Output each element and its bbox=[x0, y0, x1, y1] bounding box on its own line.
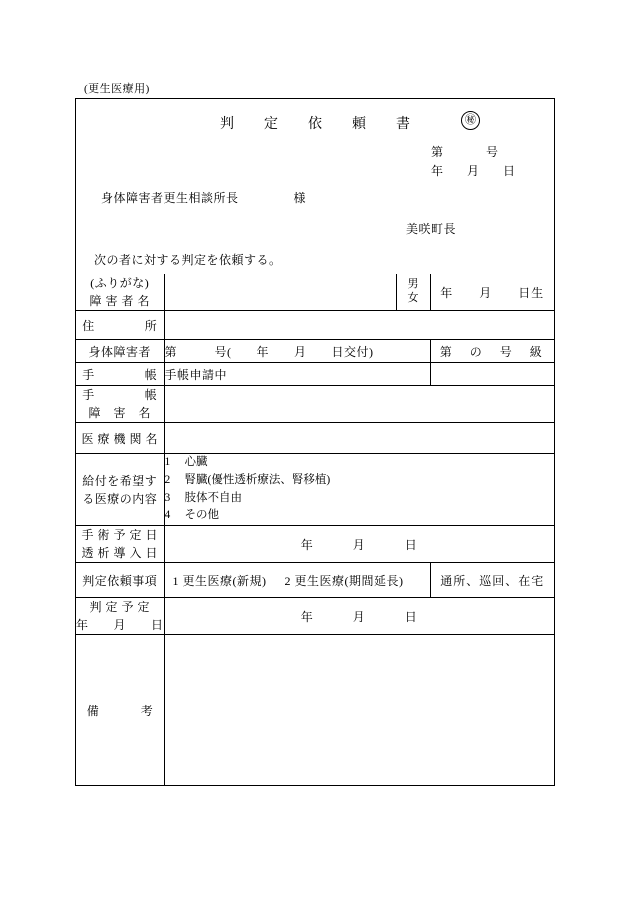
table-row-request-items bbox=[76, 563, 554, 598]
addressee-line bbox=[101, 189, 306, 206]
handbook-label: 身体障害者 bbox=[76, 340, 164, 363]
disability-name-label-line1: 手 帳 bbox=[82, 388, 158, 402]
handbook-grade-cell-2[interactable] bbox=[430, 363, 554, 386]
intro-text: 次の者に対する判定を依頼する。 bbox=[94, 253, 282, 267]
judgement-date-label-cell bbox=[76, 598, 164, 635]
address-value-cell[interactable] bbox=[164, 311, 554, 340]
gender-female: 女 bbox=[407, 292, 419, 304]
birthdate-cell[interactable]: 年 月 日生 bbox=[430, 274, 554, 311]
document-date-line: 年 月 日 bbox=[431, 164, 516, 178]
treatment-option-num: 1 bbox=[164, 456, 171, 468]
treatment-options-cell[interactable] bbox=[164, 454, 554, 526]
treatment-option[interactable] bbox=[165, 472, 555, 490]
addressee-name: 身体障害者更生相談所長 bbox=[101, 191, 239, 205]
table-row-institution bbox=[76, 423, 554, 454]
request-option2-num: 2 bbox=[284, 573, 291, 588]
page-title: 判 定 依 頼 書 bbox=[220, 117, 418, 132]
top-note: (更生医療用) bbox=[84, 83, 150, 95]
disability-name-value-cell[interactable] bbox=[164, 386, 554, 423]
treatment-label-line2: る医療の内容 bbox=[82, 491, 158, 506]
judgement-date-value-cell[interactable]: 年 月 日 bbox=[164, 598, 554, 635]
surgery-date-value-cell[interactable]: 年 月 日 bbox=[164, 526, 554, 563]
form-container bbox=[75, 98, 555, 786]
number-label-gou: 号 bbox=[486, 145, 500, 159]
name-label: 障 害 者 名 bbox=[89, 294, 150, 308]
remarks-label: 備 考 bbox=[76, 635, 164, 786]
treatment-option-num: 3 bbox=[164, 491, 171, 504]
request-items-right-cell[interactable]: 通所、巡回、在宅 bbox=[430, 563, 554, 598]
gender-male: 男 bbox=[407, 278, 419, 291]
secret-stamp-icon: ㊙ bbox=[461, 111, 480, 130]
judgement-date-label-line2: 年 月 日 bbox=[76, 618, 164, 633]
request-option1-num: 1 bbox=[172, 573, 179, 588]
surgery-date-label-line2: 透 析 導 入 日 bbox=[81, 546, 158, 561]
treatment-option[interactable] bbox=[165, 507, 555, 525]
table-row-handbook-applying bbox=[76, 363, 554, 386]
handbook-grade-cell: 第 の 号 級 bbox=[430, 340, 554, 363]
treatment-option-num: 4 bbox=[164, 509, 171, 522]
surgery-date-label-line1: 手 術 予 定 日 bbox=[81, 528, 158, 543]
treatment-option-text: 心臓 bbox=[184, 456, 208, 468]
number-label-dai: 第 bbox=[431, 145, 445, 159]
handbook-label-2: 手 帳 bbox=[76, 363, 164, 386]
treatment-option-text: 肢体不自由 bbox=[184, 491, 242, 504]
remarks-value-cell[interactable] bbox=[164, 635, 554, 786]
form-header bbox=[76, 99, 554, 274]
treatment-option[interactable] bbox=[165, 454, 555, 472]
treatment-option-num: 2 bbox=[164, 473, 171, 486]
treatment-label-line1: 給付を希望す bbox=[82, 473, 158, 488]
institution-value-cell[interactable] bbox=[164, 423, 554, 454]
disability-name-label-cell bbox=[76, 386, 164, 423]
furigana-label: (ふりがな) bbox=[90, 276, 150, 290]
table-row-remarks bbox=[76, 635, 554, 786]
handbook-number-cell[interactable]: 第 号( 年 月 日交付) bbox=[164, 340, 430, 363]
request-option1-text: 更生医療(新規) bbox=[182, 573, 267, 588]
document-number-line bbox=[431, 143, 499, 160]
treatment-option-text: その他 bbox=[184, 509, 219, 522]
name-value-cell[interactable] bbox=[164, 274, 396, 311]
address-label: 住 所 bbox=[76, 311, 164, 340]
table-row-surgery-date bbox=[76, 526, 554, 563]
gender-cell[interactable] bbox=[396, 274, 430, 311]
request-items-label: 判定依頼事項 bbox=[76, 563, 164, 598]
handbook-status-cell[interactable]: 手帳申請中 bbox=[164, 363, 430, 386]
table-row-judgement-date bbox=[76, 598, 554, 635]
treatment-option-text: 腎臓(優性透析療法、腎移植) bbox=[184, 473, 331, 486]
issuer-name: 美咲町長 bbox=[406, 222, 457, 236]
table-row-handbook bbox=[76, 340, 554, 363]
institution-label: 医 療 機 関 名 bbox=[76, 423, 164, 454]
request-option2-text: 更生医療(期間延長) bbox=[294, 573, 404, 588]
name-label-cell bbox=[76, 274, 164, 311]
judgement-date-label-line1: 判 定 予 定 bbox=[89, 600, 150, 615]
treatment-label-cell bbox=[76, 454, 164, 526]
addressee-honorific: 様 bbox=[293, 191, 307, 205]
table-row-treatment bbox=[76, 454, 554, 526]
table-row-name bbox=[76, 274, 554, 311]
table-row-address bbox=[76, 311, 554, 340]
disability-name-label-line2: 障 害 名 bbox=[88, 406, 151, 420]
surgery-date-label-cell bbox=[76, 526, 164, 563]
request-items-options-cell[interactable] bbox=[164, 563, 430, 598]
form-table bbox=[76, 274, 554, 785]
treatment-option[interactable] bbox=[165, 490, 555, 508]
table-row-disability-name bbox=[76, 386, 554, 423]
